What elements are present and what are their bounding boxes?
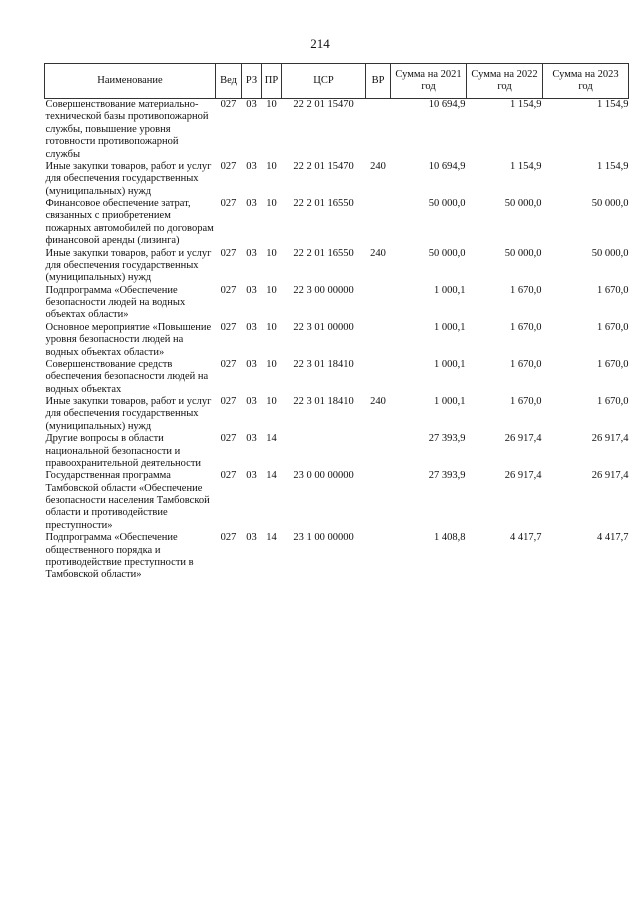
row-rz: 03: [246, 160, 257, 172]
row-sum-2023: 26 917,4: [591, 470, 629, 482]
row-sum-2022: 26 917,4: [504, 470, 542, 482]
row-rz: 03: [246, 396, 257, 407]
row-pr: 10: [266, 99, 277, 110]
table-row: [45, 322, 629, 359]
row-csr: 22 3 01 18410: [293, 358, 354, 370]
row-sum-2021: 1 000,1: [434, 396, 466, 407]
row-sum-2021: 10 694,9: [428, 99, 466, 110]
row-pr: 10: [266, 396, 277, 407]
row-ved: 027: [220, 321, 237, 333]
row-sum-2022: 26 917,4: [504, 433, 542, 445]
row-sum-2023: 1 670,0: [597, 284, 629, 296]
table-row: [45, 248, 629, 285]
row-ved: 027: [220, 358, 237, 370]
row-rz: 03: [246, 99, 257, 110]
row-ved: 027: [220, 99, 237, 110]
header-sum-2023: Сумма на 2023 год: [543, 64, 629, 99]
row-vr: [366, 470, 391, 532]
row-sum-2021: 27 393,9: [428, 433, 466, 445]
row-vr: [366, 285, 391, 322]
budget-table: [44, 63, 629, 582]
header-ved: Вед: [216, 64, 242, 99]
table-row: [45, 99, 629, 161]
row-csr: 22 2 01 15470: [293, 99, 354, 110]
table-body: [45, 99, 629, 582]
row-sum-2023: 50 000,0: [591, 247, 629, 259]
row-name: Финансовое обеспечение затрат, связанных с приобретением пожарных автомобилей по договорам финансовой аренды (лизинга): [45, 198, 214, 247]
table-row: [45, 198, 629, 248]
row-sum-2022: 1 670,0: [510, 284, 542, 296]
row-vr: [366, 322, 391, 359]
row-pr: 10: [266, 247, 277, 259]
header-name: Наименование: [45, 64, 216, 99]
header-csr: ЦСР: [282, 64, 366, 99]
row-sum-2023: 1 670,0: [597, 396, 629, 407]
row-csr: 22 3 00 00000: [293, 284, 354, 296]
table-header-row: [45, 64, 629, 99]
row-sum-2022: 50 000,0: [504, 247, 542, 259]
header-rz: РЗ: [242, 64, 262, 99]
row-sum-2021: 1 000,1: [434, 358, 466, 370]
row-name: Иные закупки товаров, работ и услуг для обеспечения государственных (муниципальных) нужд: [45, 160, 212, 197]
row-sum-2022: 1 154,9: [510, 160, 542, 172]
row-rz: 03: [246, 284, 257, 296]
row-csr: 22 3 01 18410: [293, 396, 354, 407]
row-pr: 14: [266, 470, 277, 482]
row-ved: 027: [220, 470, 237, 482]
row-sum-2022: 4 417,7: [510, 532, 542, 544]
row-pr: 10: [266, 198, 277, 209]
header-pr: ПР: [262, 64, 282, 99]
row-vr: [366, 99, 391, 161]
row-rz: 03: [246, 321, 257, 333]
row-pr: 10: [266, 284, 277, 296]
row-rz: 03: [246, 198, 257, 209]
row-sum-2023: 1 154,9: [597, 160, 629, 172]
row-sum-2023: 50 000,0: [591, 198, 629, 209]
row-csr: 23 0 00 00000: [293, 470, 354, 482]
row-vr: 240: [370, 160, 386, 172]
row-vr: [366, 198, 391, 248]
row-csr: [282, 433, 366, 470]
row-pr: 10: [266, 321, 277, 333]
row-csr: 22 3 01 00000: [293, 321, 354, 333]
row-vr: 240: [370, 247, 386, 259]
row-sum-2023: 1 670,0: [597, 321, 629, 333]
row-pr: 14: [266, 532, 277, 544]
row-csr: 22 2 01 16550: [293, 247, 354, 259]
row-sum-2022: 1 670,0: [510, 358, 542, 370]
table-row: [45, 285, 629, 322]
row-sum-2023: 26 917,4: [591, 433, 629, 445]
row-sum-2022: 50 000,0: [504, 198, 542, 209]
row-vr: [366, 433, 391, 470]
table-row: [45, 470, 629, 532]
row-name: Совершенствование средств обеспечения безопасности людей на водных объектах: [45, 358, 209, 395]
row-sum-2023: 4 417,7: [597, 532, 629, 544]
row-sum-2022: 1 154,9: [510, 99, 542, 110]
row-sum-2021: 50 000,0: [428, 198, 466, 209]
row-sum-2022: 1 670,0: [510, 321, 542, 333]
row-name: Подпрограмма «Обеспечение общественного порядка и противодействие преступности в Тамбовской области»: [45, 532, 194, 581]
row-csr: 22 2 01 16550: [293, 198, 354, 209]
row-pr: 14: [266, 433, 277, 445]
row-vr: [366, 532, 391, 582]
row-rz: 03: [246, 433, 257, 445]
row-name: Государственная программа Тамбовской области «Обеспечение безопасности населения Тамбовской области и противодействие преступности»: [45, 470, 210, 531]
row-rz: 03: [246, 470, 257, 482]
row-ved: 027: [220, 532, 237, 544]
row-ved: 027: [220, 160, 237, 172]
row-ved: 027: [220, 198, 237, 209]
row-sum-2022: 1 670,0: [510, 396, 542, 407]
row-ved: 027: [220, 247, 237, 259]
header-sum-2022: Сумма на 2022 год: [467, 64, 543, 99]
page-number: 214: [310, 36, 330, 51]
header-vr: ВР: [366, 64, 391, 99]
row-rz: 03: [246, 358, 257, 370]
row-sum-2023: 1 670,0: [597, 358, 629, 370]
row-name: Другие вопросы в области национальной безопасности и правоохранительной деятельности: [45, 433, 202, 469]
row-name: Совершенствование материально-технической базы противопожарной службы, повышение уровня готовности противопожарной службы: [45, 99, 209, 160]
row-vr: 240: [370, 396, 386, 407]
row-csr: 23 1 00 00000: [293, 532, 354, 544]
row-name: Подпрограмма «Обеспечение безопасности людей на водных объектах области»: [45, 284, 186, 321]
row-sum-2023: 1 154,9: [597, 99, 629, 110]
row-csr: 22 2 01 15470: [293, 160, 354, 172]
row-pr: 10: [266, 358, 277, 370]
row-sum-2021: 1 408,8: [434, 532, 466, 544]
row-sum-2021: 10 694,9: [428, 160, 466, 172]
table-row: [45, 433, 629, 470]
row-sum-2021: 50 000,0: [428, 247, 466, 259]
row-name: Иные закупки товаров, работ и услуг для обеспечения государственных (муниципальных) нужд: [45, 247, 212, 284]
row-sum-2021: 1 000,1: [434, 321, 466, 333]
table-row: [45, 532, 629, 582]
row-sum-2021: 27 393,9: [428, 470, 466, 482]
row-rz: 03: [246, 247, 257, 259]
table-row: [45, 359, 629, 396]
row-rz: 03: [246, 532, 257, 544]
table-row: [45, 161, 629, 198]
row-sum-2021: 1 000,1: [434, 284, 466, 296]
row-name: Основное мероприятие «Повышение уровня безопасности людей на водных объектах области»: [45, 321, 212, 358]
row-name: Иные закупки товаров, работ и услуг для обеспечения государственных (муниципальных) нужд: [45, 396, 212, 432]
row-vr: [366, 359, 391, 396]
row-ved: 027: [220, 433, 237, 445]
row-ved: 027: [220, 284, 237, 296]
table-row: [45, 396, 629, 433]
row-ved: 027: [220, 396, 237, 407]
header-sum-2021: Сумма на 2021 год: [391, 64, 467, 99]
row-pr: 10: [266, 160, 277, 172]
